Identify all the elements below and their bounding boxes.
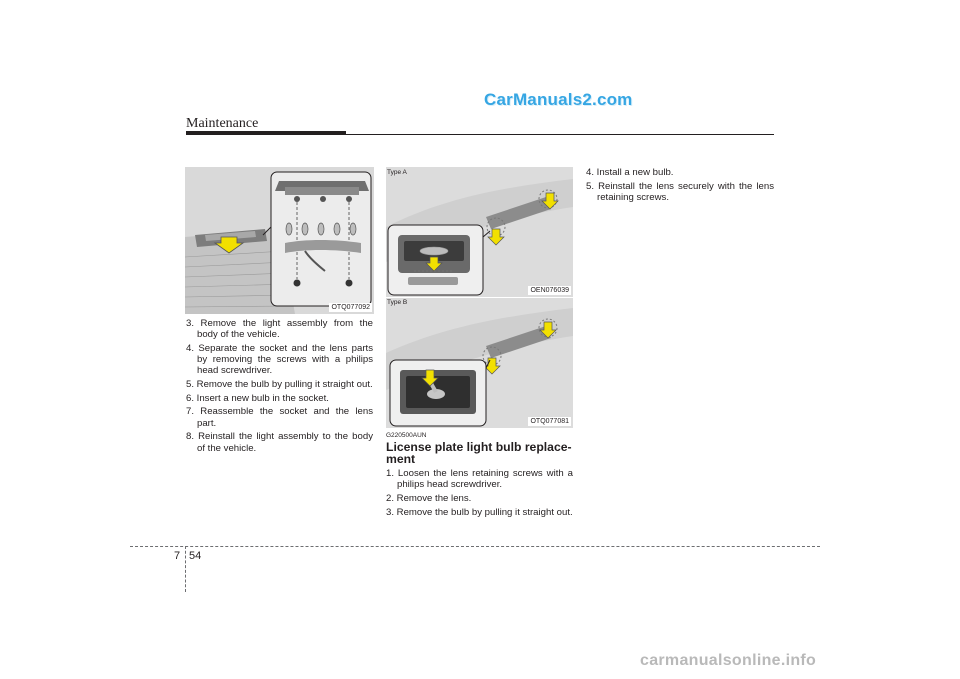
- list-item: 2. Remove the lens.: [386, 492, 472, 504]
- list-item: 4. Install a new bulb.: [586, 167, 674, 178]
- left-steps: [186, 318, 373, 456]
- high-mount-stop-lamp-illustration: [185, 167, 374, 314]
- footer-rule: [130, 546, 820, 547]
- figure-high-mount-stop-lamp: [185, 167, 374, 314]
- section-heading: License plate light bulb replace-ment: [386, 440, 572, 466]
- page-number: 54: [189, 550, 202, 562]
- license-light-type-b-illustration: [386, 298, 573, 428]
- list-item: 6. Insert a new bulb in the socket.: [186, 392, 329, 404]
- watermark: carmanualsonline.info: [640, 652, 817, 669]
- figure-caption: OEN076039: [530, 287, 569, 294]
- list-item: 7. Reassemble the socket and the lens part.: [186, 406, 373, 429]
- header-rule-thin: [346, 134, 774, 135]
- list-item: 1. Loosen the lens retaining screws with a philips head screwdriver.: [386, 468, 573, 491]
- chapter-number: 7: [174, 550, 181, 562]
- list-item: 3. Remove the light assembly from the body of the vehicle.: [186, 318, 373, 341]
- figure-caption: OTQ077081: [530, 418, 569, 425]
- list-item: 5. Remove the bulb by pulling it straight out.: [186, 379, 373, 391]
- list-item: 5. Reinstall the lens securely with the lens retaining screws.: [586, 180, 774, 203]
- list-item: 3. Remove the bulb by pulling it straight out.: [386, 506, 573, 518]
- figure-license-light-type-b: [386, 298, 573, 428]
- right-steps: [586, 167, 774, 206]
- section-title: Maintenance: [186, 116, 259, 131]
- site-logo[interactable]: CarManuals2.com: [484, 90, 633, 109]
- section-code: G220500AUN: [386, 432, 427, 439]
- middle-steps: [386, 468, 573, 520]
- figure-caption: OTQ077092: [331, 304, 370, 311]
- header-rule-thick: [186, 131, 346, 135]
- list-item: 8. Reinstall the light assembly to the body of the vehicle.: [186, 431, 373, 454]
- footer-divider: [185, 546, 186, 592]
- license-light-type-a-illustration: [386, 167, 573, 297]
- figure-license-light-type-a: [386, 167, 573, 297]
- type-b-label: Type B: [387, 299, 408, 306]
- type-a-label: Type A: [387, 169, 407, 176]
- list-item: 4. Separate the socket and the lens parts by removing the screws with a philips head screwdriver.: [186, 342, 373, 377]
